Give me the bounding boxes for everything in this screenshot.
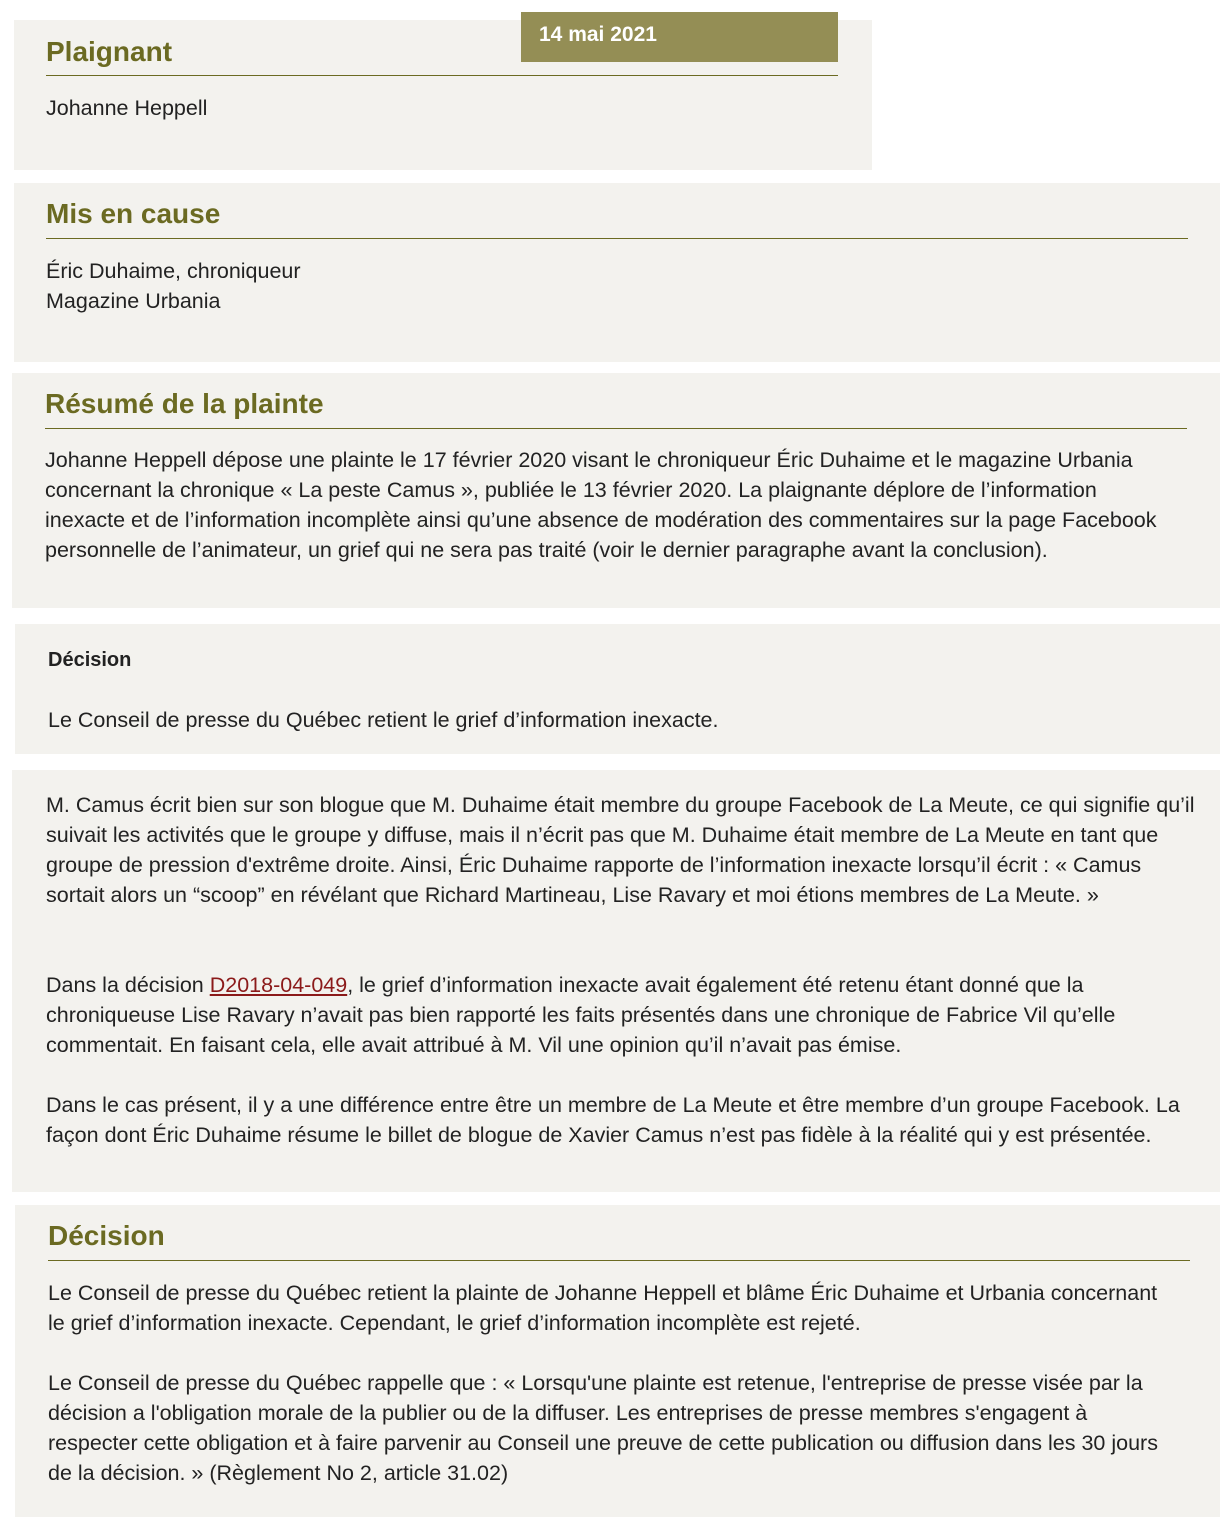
analysis-paragraph-3: Dans le cas présent, il y a une différence entre être un membre de La Meute et être membre d’un groupe Facebook. La façon dont Éric Duhaime résume le billet de blogue de Xavier Camus n’est pas fidèle à la réalité qui y est présentée. bbox=[46, 1093, 1180, 1147]
mis-en-cause-rule bbox=[46, 238, 1188, 239]
plaignant-heading: Plaignant bbox=[46, 36, 173, 67]
decision-final-panel bbox=[15, 1205, 1220, 1517]
resume-heading: Résumé de la plainte bbox=[45, 388, 324, 419]
decision-reference-link[interactable]: D2018-04-049 bbox=[209, 973, 348, 997]
mis-en-cause-heading: Mis en cause bbox=[46, 198, 221, 229]
resume-rule bbox=[45, 428, 1187, 429]
date-badge: 14 mai 2021 bbox=[521, 12, 838, 62]
analysis-paragraph-2-start: Dans la décision bbox=[46, 973, 210, 997]
resume-text: Johanne Heppell dépose une plainte le 17 février 2020 visant le chroniqueur Éric Duhaime et le magazine Urbania concernant la chronique « La peste Camus », publiée le 13 février 2020. La plaignante déplore de l’information inexacte et de l’information incomplète ainsi qu’une absence de modération des commentaires sur la page Facebook personnelle de l’animateur, un grief qui ne sera pas traité (voir le dernier paragraphe avant la conclusion). bbox=[45, 448, 1157, 562]
decision-summary-label: Décision bbox=[48, 649, 132, 671]
analysis-paragraph-1: M. Camus écrit bien sur son blogue que M. Duhaime était membre du groupe Facebook de La Meute, ce qui signifie qu’il suivait les activités que le groupe y diffuse, mais il n’écrit pas que M. Duhaime était membre de La Meute en tant que groupe de pression d'extrême droite. Ainsi, Éric Duhaime rapporte de l’information inexacte lorsqu’il écrit : « Camus sortait alors un “scoop” en révélant que Richard Martineau, Lise Ravary et moi étions membres de La Meute. » bbox=[46, 793, 1195, 907]
decision-final-paragraph-1: Le Conseil de presse du Québec retient la plainte de Johanne Heppell et blâme Éric Duhaime et Urbania concernant le grief d’information inexacte. Cependant, le grief d’information incomplète est rejeté. bbox=[48, 1281, 1158, 1335]
decision-final-rule bbox=[48, 1260, 1190, 1261]
analysis-panel bbox=[12, 770, 1220, 1192]
mis-en-cause-line-2: Magazine Urbania bbox=[46, 289, 221, 313]
analysis-paragraph-2-end: , le grief d’information inexacte avait également été retenu étant donné que la chroniqueuse Lise Ravary n’avait pas bien rapporté les faits présentés dans une chronique de Fabrice Vil qu’elle commentait. En faisant cela, elle avait attribué à M. Vil une opinion qu’il n’avait pas émise. bbox=[46, 973, 1116, 1057]
plaignant-name: Johanne Heppell bbox=[46, 96, 208, 120]
resume-panel bbox=[12, 373, 1220, 608]
mis-en-cause-line-1: Éric Duhaime, chroniqueur bbox=[46, 259, 301, 283]
decision-final-heading: Décision bbox=[48, 1220, 165, 1251]
decision-summary-panel bbox=[15, 624, 1220, 754]
decision-final-paragraph-2: Le Conseil de presse du Québec rappelle que : « Lorsqu'une plainte est retenue, l'entreprise de presse visée par la décision a l'obligation morale de la publier ou de la diffuser. Les entreprises de presse membres s'engagent à respecter cette obligation et à faire parvenir au Conseil une preuve de cette publication ou diffusion dans les 30 jours de la décision. » (Règlement No 2, article 31.02) bbox=[48, 1371, 1158, 1485]
plaignant-rule bbox=[46, 75, 838, 76]
decision-summary-text: Le Conseil de presse du Québec retient le grief d’information inexacte. bbox=[48, 708, 719, 732]
analysis-paragraph-2 bbox=[46, 970, 1196, 1060]
mis-en-cause-panel bbox=[14, 183, 1220, 362]
